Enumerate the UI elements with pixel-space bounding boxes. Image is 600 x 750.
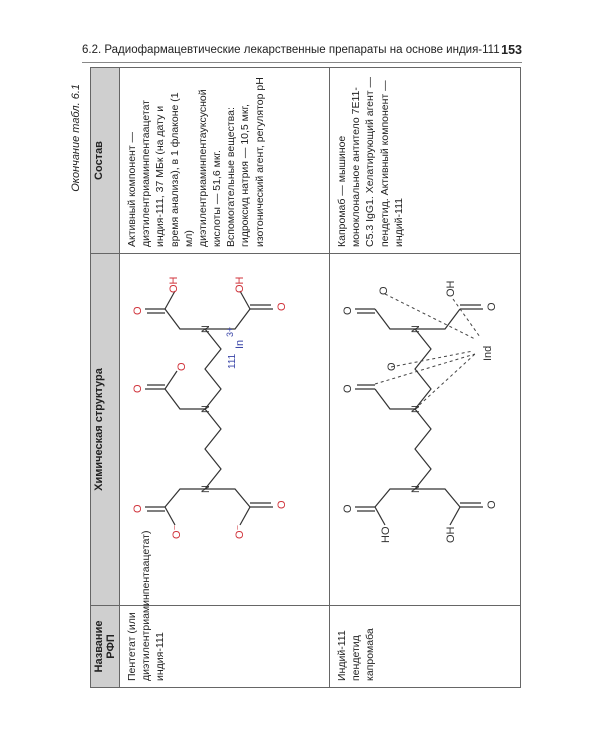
table-continuation-note: Окончание табл. 6.1: [70, 84, 82, 192]
o-label-1: O: [342, 504, 354, 513]
o-label-2: O: [276, 500, 288, 509]
oh-label-2: OH: [234, 276, 246, 293]
capromab-pendetide-structure-diagram: [335, 247, 515, 599]
o-minus-label-2: O⁻: [234, 524, 246, 539]
chemical-structure-cell: [330, 254, 521, 606]
column-header-name: Название РФП: [91, 606, 120, 688]
table-row: [330, 68, 521, 688]
running-head-title: 6.2. Радиофармацевтические лекарственные препараты на основе индия-111: [82, 44, 500, 56]
n-label-middle: N: [200, 405, 212, 413]
o-label-6: O: [378, 286, 390, 295]
n-label-right: N: [410, 325, 422, 333]
table-row: [120, 68, 330, 688]
oh-label-right: OH: [445, 280, 457, 297]
running-head: [82, 44, 522, 56]
header-rule: [82, 62, 522, 63]
column-header-composition: Состав: [91, 68, 120, 254]
n-label-middle: N: [410, 405, 422, 413]
drug-name-cell: Индий-111 пендетид капромаба: [330, 606, 521, 688]
ind-label: Ind: [482, 345, 494, 361]
n-label-left: N: [410, 485, 422, 493]
o-label-3: O: [132, 384, 144, 393]
o-label-7: O: [486, 302, 498, 311]
page-number: 153: [501, 43, 522, 57]
composition-cell: Капромаб — мышиное моноклональное антитело 7E11-C5.3 IgG1. Хелатирующий агент — пендетид. Активный компонент — индий-111: [330, 68, 521, 254]
composition-cell: Активный компонент — диэтилентриаминпентаацетат индия-111, 37 МБк (на дату и время анализа), в 1 флаконе (1 мл) диэтилентриаминпентауксусной кислоты — 51,6 мкг. Вспомогательные вещества: гидроксид натрия — 10,5 мкг, изотонический агент, регулятор pH: [120, 68, 330, 254]
o-label-1: O: [132, 504, 144, 513]
o-label-4: O: [132, 306, 144, 315]
oh-label-1: OH: [168, 276, 180, 293]
n-label-right: N: [200, 325, 212, 333]
column-header-structure: Химическая структура: [91, 254, 120, 606]
n-label-left: N: [200, 485, 212, 493]
o-minus-label-1: O⁻: [171, 524, 183, 539]
oh-label-left: OH: [445, 526, 457, 543]
ho-label: HO: [380, 526, 392, 543]
rfp-table: [90, 67, 521, 688]
o-label-4: O: [386, 362, 398, 371]
drug-name-cell: Пентетат (или диэтилентриаминпентаацетат) индия-111: [120, 606, 330, 688]
o-label-2: O: [486, 500, 498, 509]
pentetate-structure-diagram: [125, 247, 321, 599]
rotated-table-container: [90, 68, 510, 688]
o-label-5: O: [342, 306, 354, 315]
o-label-5: O: [276, 302, 288, 311]
indium-charge: 3+: [225, 326, 235, 337]
o-minus-label-3: O: [176, 362, 188, 371]
o-label-3: O: [342, 384, 354, 393]
indium-element: In: [234, 339, 246, 349]
indium-mass-number: 111: [227, 353, 238, 369]
table-header-row: [91, 68, 120, 688]
